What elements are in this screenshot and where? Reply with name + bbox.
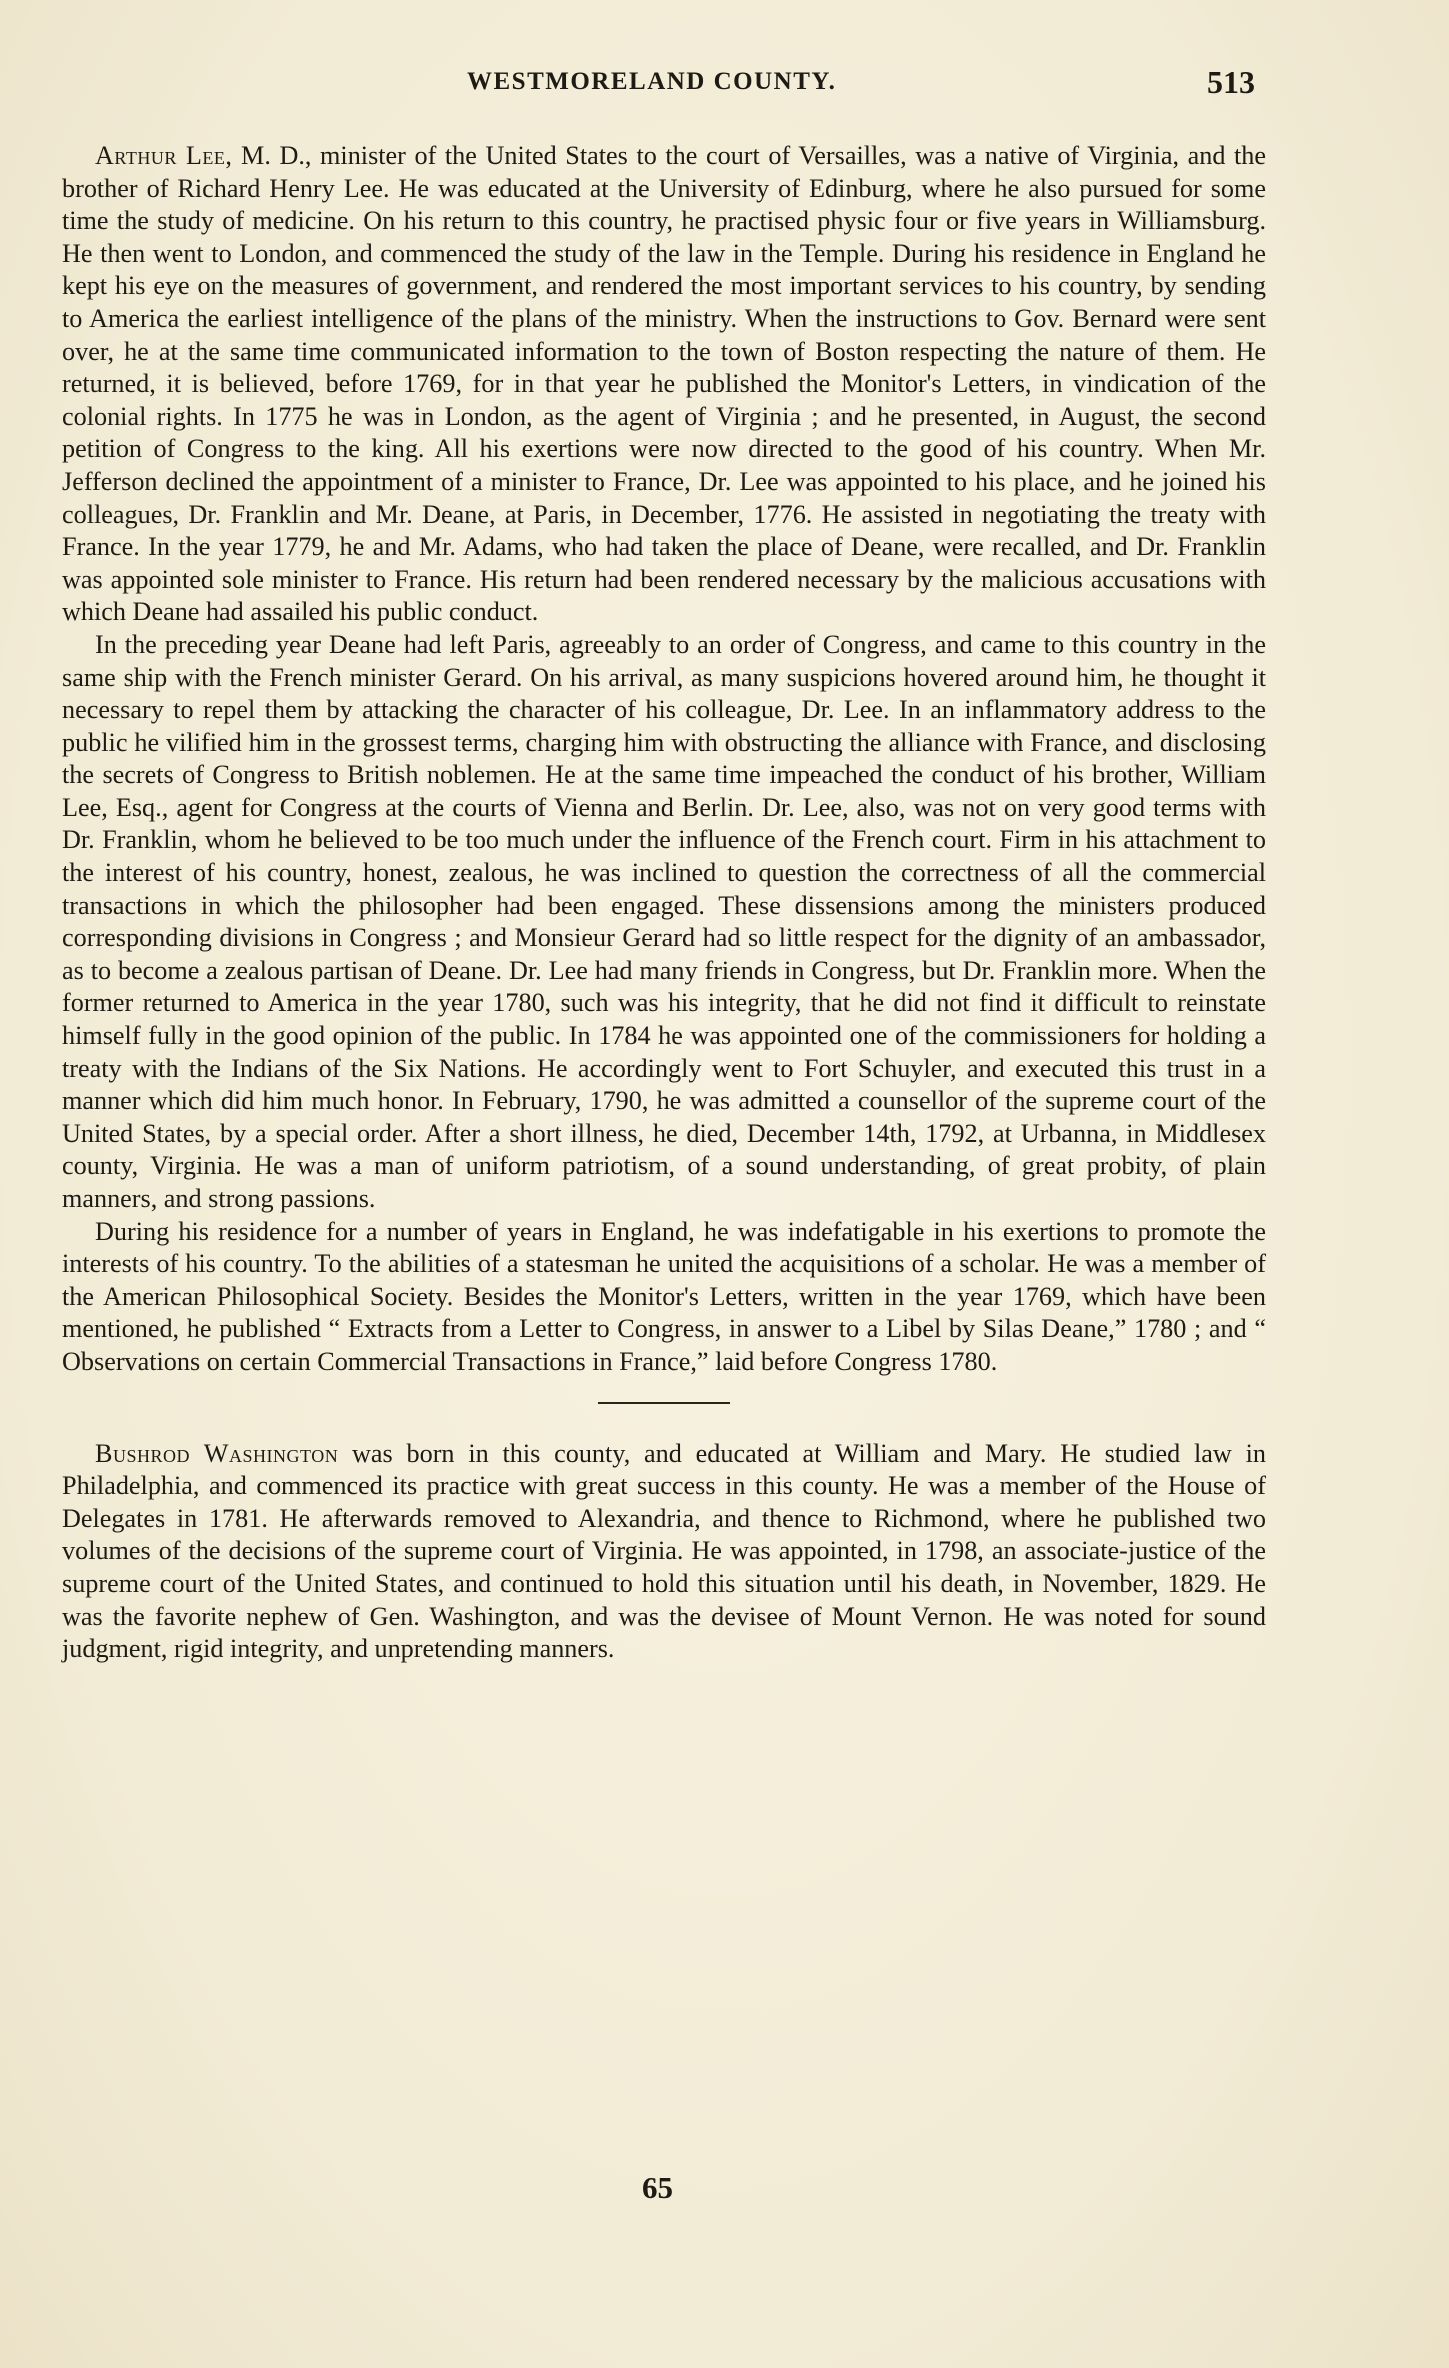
paragraph-arthur-lee-3: During his residence for a number of years in England, he was indefatigable in his exertions to promote the interests of his country. To the abilities of a statesman he united the acquisitions of a scholar. He was a member of the American Philosophical Society. Besides the Monitor's Letters, written in the year 1769, which have been mentioned, he published “ Extracts from a Letter to Congress, in answer to a Libel by Silas Deane,” 1780 ; and “ Observations on certain Commercial Transactions in France,” laid before Congress 1780.	[62, 1216, 1266, 1376]
running-title: WESTMORELAND COUNTY.	[467, 68, 837, 95]
paragraph-bushrod-washington	[62, 1438, 1266, 1666]
subject-name-arthur-lee: Arthur Lee,	[95, 141, 233, 170]
body-text	[62, 140, 1266, 1666]
section-divider	[598, 1402, 730, 1404]
subject-name-bushrod-washington: Bushrod Washington	[95, 1438, 339, 1468]
running-head	[62, 64, 1262, 108]
paragraph-text: M. D., minister of the United States to the court of Versailles, was a native of Virginia, and the brother of Richard Henry Lee. He was educated at the University of Edinburg, where he also pursued for some time the study of medicine. On his return to this country, he practised physic four or five years in Williamsburg. He then went to London, and commenced the study of the law in the Temple. During his residence in England he kept his eye on the measures of government, and rendered the most important services to his country, by sending to America the earliest intelligence of the plans of the ministry. When the instructions to Gov. Bernard were sent over, he at the same time communicated information to the town of Boston respecting the nature of them. He returned, it is believed, before 1769, for in that year he published the Monitor's Letters, in vindication of the colonial rights. In 1775 he was in London, as the agent of Virginia ; and he presented, in August, the second petition of Congress to the king. All his exertions were now directed to the good of his country. When Mr. Jefferson declined the appointment of a minister to France, Dr. Lee was appointed to his place, and he joined his colleagues, Dr. Franklin and Mr. Deane, at Paris, in December, 1776. He assisted in negotiating the treaty with France. In the year 1779, he and Mr. Adams, who had taken the place of Deane, were recalled, and Dr. Franklin was appointed sole minister to France. His return had been rendered necessary by the malicious accusations with which Deane had assailed his public conduct.	[62, 141, 1266, 627]
paragraph-arthur-lee-1	[62, 140, 1266, 629]
paragraph-arthur-lee-2: In the preceding year Deane had left Paris, agreeably to an order of Congress, and came to this country in the same ship with the French minister Gerard. On his arrival, as many suspicions hovered around him, he thought it necessary to repel them by attacking the character of his colleague, Dr. Lee. In an inflammatory address to the public he vilified him in the grossest terms, charging him with obstructing the alliance with France, and disclosing the secrets of Congress to British noblemen. He at the same time impeached the conduct of his brother, William Lee, Esq., agent for Congress at the courts of Vienna and Berlin. Dr. Lee, also, was not on very good terms with Dr. Franklin, whom he believed to be too much under the influence of the French court. Firm in his attachment to the interest of his country, honest, zealous, he was inclined to question the correctness of all the commercial transactions in which the philosopher had been engaged. These dissensions among the ministers produced corresponding divisions in Congress ; and Monsieur Gerard had so little respect for the dignity of an ambassador, as to become a zealous partisan of Deane. Dr. Lee had many friends in Congress, but Dr. Franklin more. When the former returned to America in the year 1780, such was his integrity, that he did not find it difficult to reinstate himself fully in the good opinion of the public. In 1784 he was appointed one of the commissioners for holding a treaty with the Indians of the Six Nations. He accordingly went to Fort Schuyler, and executed this trust in a manner which did him much honor. In February, 1790, he was admitted a counsellor of the supreme court of the United States, by a special order. After a short illness, he died, December 14th, 1792, at Urbanna, in Middlesex county, Virginia. He was a man of uniform patriotism, of a sound understanding, of great probity, of plain manners, and strong passions.	[62, 629, 1266, 1213]
paragraph-text: was born in this county, and educated at William and Mary. He studied law in Philadelphia, and commenced its practice with great success in this county. He was a member of the House of Delegates in 1781. He afterwards removed to Alexandria, and thence to Richmond, where he published two volumes of the decisions of the supreme court of Virginia. He was appointed, in 1798, an associate-justice of the supreme court of the United States, and continued to hold this situation until his death, in November, 1829. He was the favorite nephew of Gen. Washington, and was the devisee of Mount Vernon. He was noted for sound judgment, rigid integrity, and unpretending manners.	[62, 1438, 1266, 1664]
page-number: 513	[1207, 64, 1255, 100]
signature-mark: 65	[642, 2170, 673, 2205]
